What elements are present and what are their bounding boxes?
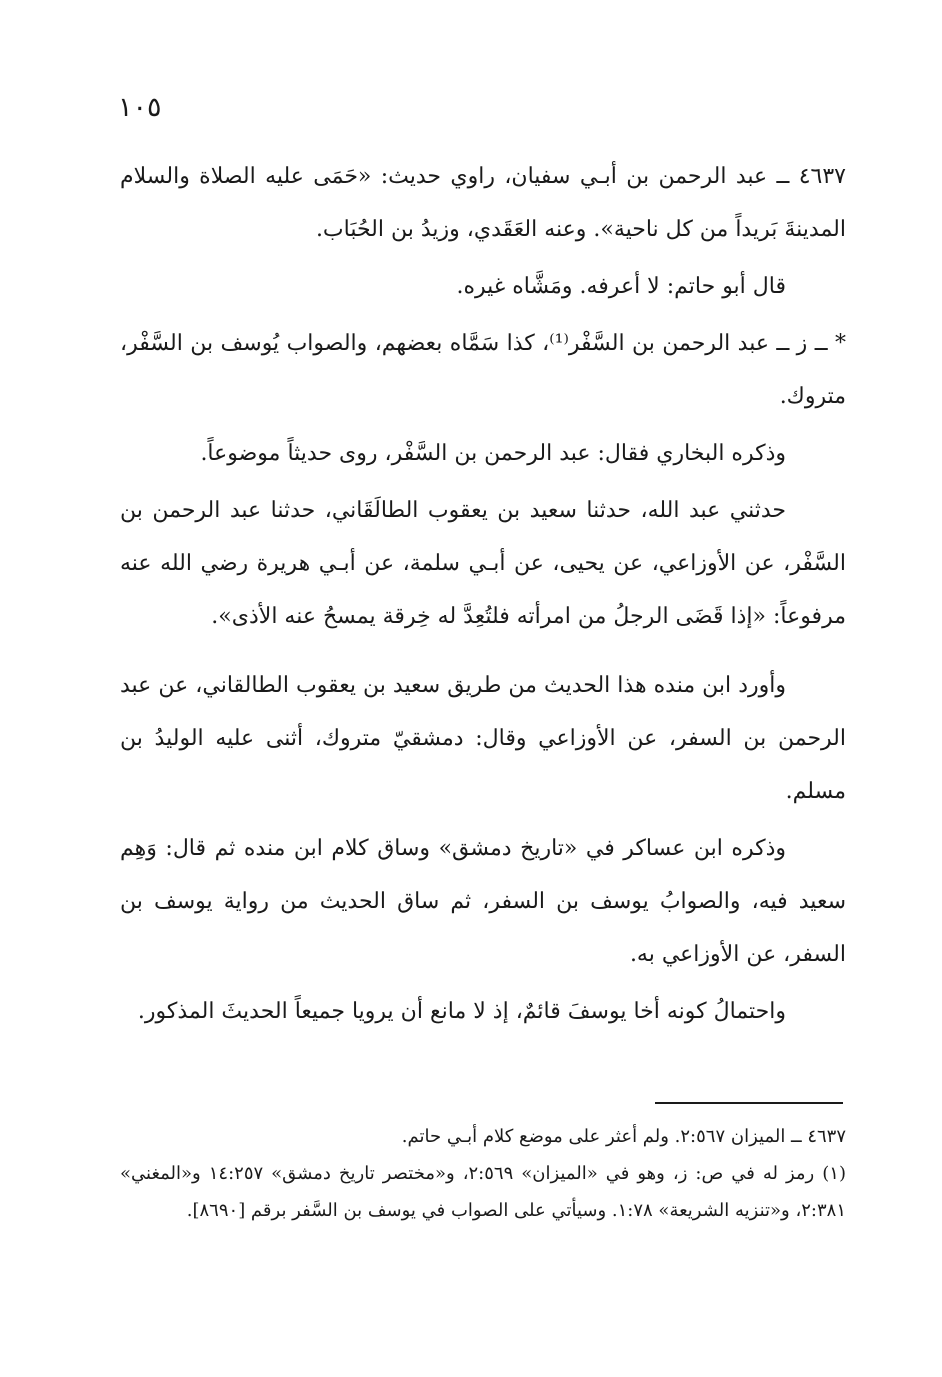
footnote-1: (١) رمز له في ص: ز، وهو في «الميزان» ٢:٥٦٩، و«مختصر تاريخ دمشق» ١٤:٢٥٧ و«المغني» ٢:٣٨١، و«تنزيه الشريعة» ١:٧٨. وسيأتي على الصواب في يوسف بن السَّفر برقم [٨٦٩٠].	[120, 1163, 846, 1221]
ibn-asakir-paragraph: وذكره ابن عساكر في «تاريخ دمشق» وساق كلام ابن منده ثم قال: وَهِم سعيد فيه، والصوابُ يوسف بن السفر، ثم ساق الحديث من رواية يوسف بن السفر، عن الأوزاعي به.	[120, 836, 846, 967]
page-number: ١٠٥	[118, 92, 162, 123]
abu-hatim-paragraph: قال أبو حاتم: لا أعرفه. ومَشَّاه غيره.	[456, 274, 786, 299]
conclusion-paragraph: واحتمالُ كونه أخا يوسفَ قائمٌ، إذ لا مانع أن يرويا جميعاً الحديثَ المذكور.	[137, 999, 786, 1024]
ibn-mandah-paragraph: وأورد ابن منده هذا الحديث من طريق سعيد بن يعقوب الطالقاني، عن عبد الرحمن بن السفر، عن الأوزاعي وقال: دمشقيّ متروك، أثنى عليه الوليدُ بن مسلم.	[120, 673, 846, 804]
bukhari-paragraph: وذكره البخاري فقال: عبد الرحمن بن السَّفْر، روى حديثاً موضوعاً.	[200, 441, 786, 466]
entry-4637-paragraph: ٤٦٣٧ ــ عبد الرحمن بن أبـي سفيان، راوي حديث: «حَمَى عليه الصلاة والسلام المدينةَ بَريداً من كل ناحية». وعنه العَقَدي، وزيدُ بن الحُبَاب.	[120, 164, 846, 242]
footnote-4637: ٤٦٣٧ ــ الميزان ٢:٥٦٧. ولم أعثر على موضع كلام أبـي حاتم.	[401, 1126, 846, 1147]
entry-ibn-alsafr-paragraph: * ــ ز ــ عبد الرحمن بن السَّفْر⁽¹⁾، كذا سَمَّاه بعضهم، والصواب يُوسف بن السَّفْر، متروك.	[120, 331, 846, 409]
main-text	[120, 150, 846, 1038]
footnotes	[120, 1118, 846, 1229]
footnote-divider	[655, 1102, 843, 1104]
hadith-chain-paragraph: حدثني عبد الله، حدثنا سعيد بن يعقوب الطالَقَاني، حدثنا عبد الرحمن بن السَّفْر، عن الأوزاعي، عن يحيى، عن أبـي سلمة، عن أبـي هريرة رضي الله عنه مرفوعاً: «إذا قَضَى الرجلُ من امرأته فلتُعِدَّ له خِرقة يمسحُ عنه الأذى».	[120, 498, 846, 629]
